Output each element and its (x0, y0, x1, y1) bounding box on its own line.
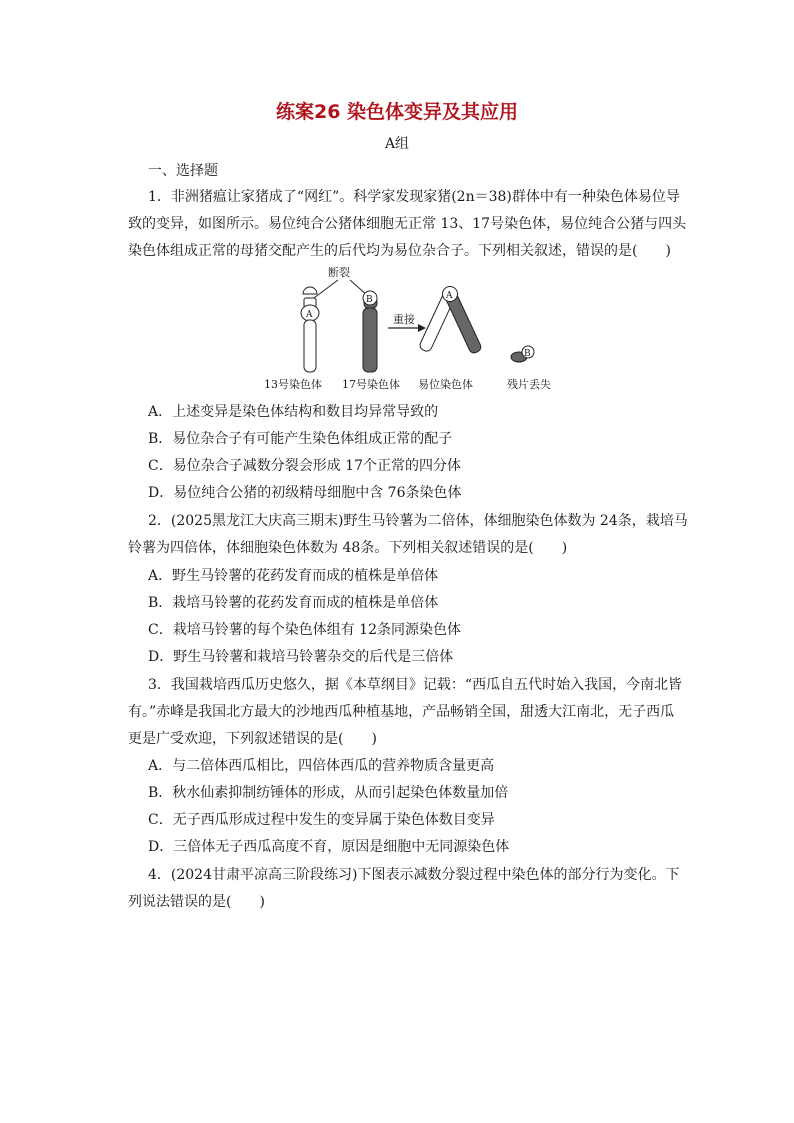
group-heading: A组 (384, 136, 410, 152)
q1-option-d: D．易位纯合公猪的初级精母细胞中含 76条染色体 (148, 485, 462, 501)
q2-line-1: 2．(2025黑龙江大庆高三期末)野生马铃薯为二倍体，体细胞染色体数为 24条，栽培马 (148, 513, 688, 529)
q1-line-3: 染色体组成正常的母猪交配产生的后代均为易位杂合子。下列相关叙述，错误的是( ) (128, 243, 671, 259)
figure-label-rejoin: 重接 (393, 313, 415, 326)
arrow-head-icon (418, 324, 426, 332)
q3-option-c: C．无子西瓜形成过程中发生的变异属于染色体数目变异 (148, 812, 495, 828)
q2-option-a: A．野生马铃薯的花药发育而成的植株是单倍体 (148, 568, 439, 584)
figure-label-lost-fragment: 残片丢失 (507, 378, 551, 391)
q1-line-1: 1．非洲猪瘟让家猪成了“网红”。科学家发现家猪(2n＝38)群体中有一种染色体易位导 (148, 189, 680, 205)
q2-option-c: C．栽培马铃薯的每个染色体组有 12条同源染色体 (148, 622, 461, 638)
q1-line-2: 致的变异，如图所示。易位纯合公猪体细胞无正常 13、17号染色体，易位纯合公猪与四头 (128, 216, 687, 232)
q1-option-c: C．易位杂合子减数分裂会形成 17个正常的四分体 (148, 458, 461, 474)
figure-label-break: 断裂 (328, 266, 350, 279)
q1-option-b: B．易位杂合子有可能产生染色体组成正常的配子 (148, 431, 453, 447)
chromosome-translocation-figure (250, 262, 570, 397)
figure-label-chr13: 13号染色体 (264, 378, 322, 391)
q4-line-1: 4．(2024甘肃平凉高三阶段练习)下图表示减数分裂过程中染色体的部分行为变化。下 (148, 867, 680, 883)
figure-label-translocation: 易位染色体 (418, 378, 473, 391)
q3-option-b: B．秋水仙素抑制纺锤体的形成，从而引起染色体数量加倍 (148, 785, 509, 801)
q2-line-2: 铃薯为四倍体，体细胞染色体数为 48条。下列相关叙述错误的是( ) (128, 540, 568, 556)
q1-option-a: A．上述变异是染色体结构和数目均异常导致的 (148, 404, 439, 420)
chr17-long-arm (363, 308, 377, 372)
q2-option-d: D．野生马铃薯和栽培马铃薯杂交的后代是三倍体 (148, 649, 454, 665)
q3-line-3: 更是广受欢迎，下列叙述错误的是( ) (128, 731, 377, 747)
q3-line-1: 3．我国栽培西瓜历史悠久，据《本草纲目》记载：“西瓜自五代时始入我国，今南北皆 (148, 677, 683, 693)
q2-option-b: B．栽培马铃薯的花药发育而成的植株是单倍体 (148, 595, 439, 611)
q3-option-a: A．与二倍体西瓜相比，四倍体西瓜的营养物质含量更高 (148, 758, 495, 774)
figure-label-chr17: 17号染色体 (342, 378, 400, 391)
translocation-marker-a: A (446, 291, 453, 301)
q4-line-2: 列说法错误的是( ) (128, 894, 265, 910)
lost-fragment-marker-b: B (524, 349, 531, 359)
chr13-broken-tip (303, 287, 317, 294)
page-title: 练案26 染色体变异及其应用 (275, 101, 519, 123)
marker-a: A (306, 310, 313, 320)
marker-b: B (366, 295, 373, 305)
section-heading: 一、选择题 (148, 163, 218, 179)
chr13-long-arm (304, 320, 316, 372)
q3-line-2: 有。”赤峰是我国北方最大的沙地西瓜种植基地，产品畅销全国，甜透大江南北，无子西瓜 (128, 704, 675, 720)
break-pointer-line (314, 280, 338, 298)
q3-option-d: D．三倍体无子西瓜高度不育，原因是细胞中无同源染色体 (148, 839, 510, 855)
